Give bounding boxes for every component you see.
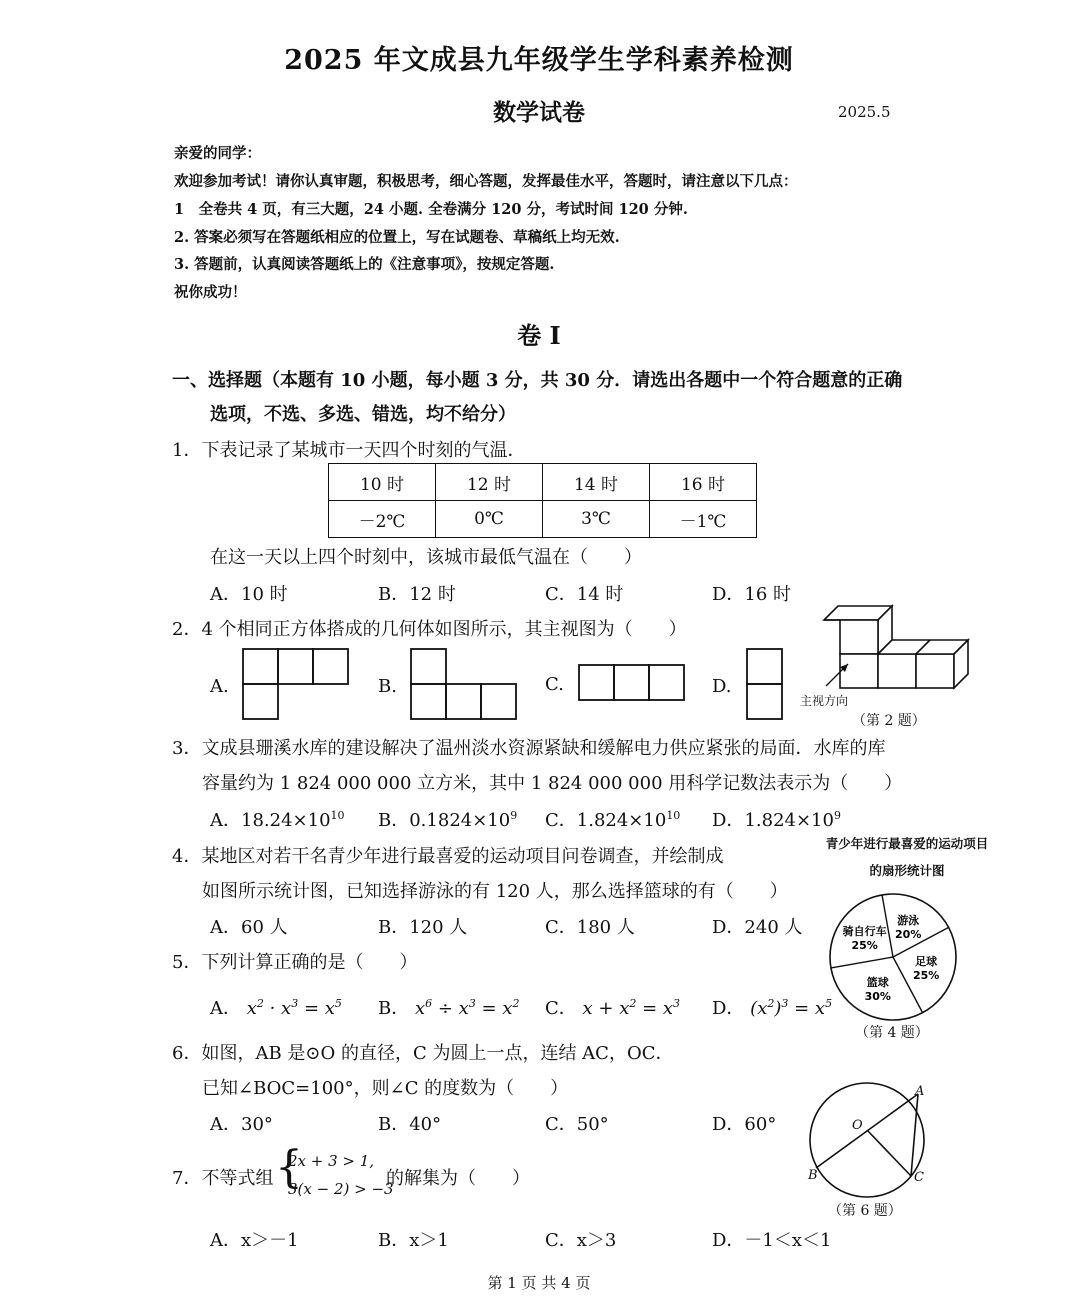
q2-option-b-figure bbox=[410, 648, 518, 720]
table-row bbox=[329, 501, 757, 538]
q5-option-c-label: C． bbox=[545, 998, 577, 1019]
q6-line1: 6．如图，AB 是⊙O 的直径，C 为圆上一点，连结 AC，OC． bbox=[172, 1043, 674, 1064]
table-cell: －1℃ bbox=[650, 501, 757, 538]
q3-line2: 容量约为 1 824 000 000 立方米，其中 1 824 000 000 用科学记数法表示为（ ） bbox=[202, 773, 903, 794]
q3-option-c bbox=[545, 806, 680, 832]
q3-option-c-exponent: 10 bbox=[666, 809, 681, 822]
q6-line2: 已知∠BOC=100°，则∠C 的度数为（ ） bbox=[202, 1078, 569, 1099]
q7-inequality-2: 3(x − 2) > −3 bbox=[288, 1180, 394, 1198]
section-title: 卷 I bbox=[517, 321, 561, 350]
q5-option-c-expr: $x + x^2 = x^3$ bbox=[582, 997, 681, 1019]
q5-option-a bbox=[210, 994, 342, 1020]
q6-point-a: A bbox=[915, 1084, 925, 1099]
pie-slice-label: 篮球 bbox=[866, 976, 889, 990]
q1-option-b: B．12 时 bbox=[378, 584, 456, 605]
q5-option-a-expr: $x^2 \cdot x^3 = x^5$ bbox=[246, 997, 342, 1019]
q7-option-b: B．x＞1 bbox=[378, 1230, 449, 1251]
q3-option-a-label: A． bbox=[210, 810, 241, 831]
q1-stem: 1．下表记录了某城市一天四个时刻的气温． bbox=[172, 440, 526, 461]
q6-option-a: A．30° bbox=[210, 1114, 273, 1135]
pie-chart-title-line2: 的扇形统计图 bbox=[869, 863, 945, 878]
q1-option-d: D．16 时 bbox=[712, 584, 792, 605]
pie-slice-percent: 20% bbox=[895, 927, 922, 941]
q6-point-c: C bbox=[914, 1170, 924, 1185]
q7-prefix: 7．不等式组 bbox=[172, 1168, 274, 1189]
q3-option-d-label: D． bbox=[712, 810, 745, 831]
q3-option-a bbox=[210, 806, 345, 832]
q4-line1: 4．某地区对若干名青少年进行最喜爱的运动项目问卷调查，并绘制成 bbox=[172, 846, 724, 867]
exam-date: 2025.5 bbox=[838, 103, 891, 121]
q5-option-b bbox=[378, 994, 520, 1020]
pie-slice-percent: 25% bbox=[851, 939, 878, 953]
q3-option-d-exponent: 9 bbox=[833, 809, 841, 822]
q6-option-c: C．50° bbox=[545, 1114, 609, 1135]
q2-stem: 2．4 个相同正方体搭成的几何体如图所示，其主视图为（ ） bbox=[172, 619, 687, 640]
note-closing: 祝你成功！ bbox=[174, 284, 247, 301]
q3-option-a-exponent: 10 bbox=[330, 809, 345, 822]
table-header-cell: 14 时 bbox=[543, 464, 650, 501]
q1-option-c: C．14 时 bbox=[545, 584, 624, 605]
q6-caption: （第 6 题） bbox=[828, 1203, 902, 1219]
exam-subtitle: 数学试卷 bbox=[493, 99, 585, 126]
exam-title: 2025 年文成县九年级学生学科素养检测 bbox=[284, 45, 794, 76]
q7-option-c: C．x＞3 bbox=[545, 1230, 617, 1251]
q4-option-d: D．240 人 bbox=[712, 917, 803, 938]
q4-line2: 如图所示统计图，已知选择游泳的有 120 人，那么选择篮球的有（ ） bbox=[202, 881, 788, 902]
note-item-3: 3. 答题前，认真阅读答题纸上的《注意事项》，按规定答题. bbox=[174, 256, 555, 273]
q7-brace: { bbox=[275, 1142, 303, 1193]
part1-heading-line1: 一、选择题（本题有 10 小题，每小题 3 分，共 30 分．请选出各题中一个符合题意的正确 bbox=[172, 370, 903, 391]
q3-option-b bbox=[378, 806, 517, 832]
q5-option-b-label: B． bbox=[378, 998, 410, 1019]
q7-inequality-1: 2x + 3 > 1, bbox=[288, 1152, 375, 1170]
q3-option-b-exponent: 9 bbox=[510, 809, 518, 822]
pie-slice-label: 骑自行车 bbox=[842, 925, 887, 939]
q2-label-a: A. bbox=[210, 676, 229, 697]
q1-question: 在这一天以上四个时刻中，该城市最低气温在（ ） bbox=[210, 547, 642, 568]
table-header-cell: 10 时 bbox=[329, 464, 436, 501]
q1-option-a: A．10 时 bbox=[210, 584, 288, 605]
q3-option-c-label: C． bbox=[545, 810, 577, 831]
table-cell: －2℃ bbox=[329, 501, 436, 538]
q7-option-a: A．x＞－1 bbox=[210, 1230, 299, 1251]
note-item-1: 1 全卷共 4 页，有三大题，24 小题. 全卷满分 120 分，考试时间 120 分钟. bbox=[174, 201, 688, 218]
page-footer: 第 1 页 共 4 页 bbox=[487, 1274, 591, 1292]
q5-stem: 5．下列计算正确的是（ ） bbox=[172, 952, 418, 973]
q7-suffix: 的解集为（ ） bbox=[386, 1168, 530, 1189]
part1-heading-line2: 选项，不选、多选、错选，均不给分） bbox=[210, 404, 516, 425]
pie-slice-percent: 25% bbox=[912, 969, 940, 983]
q4-option-a: A．60 人 bbox=[210, 917, 288, 938]
q4-option-b: B．120 人 bbox=[378, 917, 468, 938]
pie-slice-label: 足球 bbox=[915, 955, 938, 969]
q2-label-b: B. bbox=[378, 676, 397, 697]
q3-option-b-mantissa: 0.1824×10 bbox=[409, 810, 511, 831]
pie-slice-label: 游泳 bbox=[897, 913, 920, 927]
q2-option-c-figure bbox=[578, 664, 686, 702]
q4-caption: （第 4 题） bbox=[855, 1025, 929, 1041]
q3-option-b-label: B． bbox=[378, 810, 410, 831]
note-greeting: 亲爱的同学： bbox=[174, 145, 261, 162]
q3-option-d bbox=[712, 806, 841, 832]
q2-label-c: C. bbox=[545, 674, 564, 695]
table-header-cell: 12 时 bbox=[436, 464, 543, 501]
q6-option-d: D．60° bbox=[712, 1114, 777, 1135]
q3-option-d-mantissa: 1.824×10 bbox=[744, 810, 834, 831]
q2-direction-label: 主视方向 bbox=[800, 694, 849, 708]
pie-chart-title-line1: 青少年进行最喜爱的运动项目 bbox=[825, 836, 989, 851]
q2-option-d-figure bbox=[746, 648, 784, 720]
q6-point-o: O bbox=[852, 1118, 863, 1133]
table-cell: 0℃ bbox=[436, 501, 543, 538]
q7-option-d: D．－1＜x＜1 bbox=[712, 1230, 832, 1251]
pie-chart bbox=[828, 892, 958, 1022]
note-intro: 欢迎参加考试！请你认真审题，积极思考，细心答题，发挥最佳水平，答题时，请注意以下几点： bbox=[174, 173, 798, 190]
q5-option-a-label: A． bbox=[210, 998, 241, 1019]
pie-slice-percent: 30% bbox=[864, 990, 891, 1004]
table-row bbox=[329, 464, 757, 501]
table-header-cell: 16 时 bbox=[650, 464, 757, 501]
q2-label-d: D. bbox=[712, 676, 732, 697]
q3-option-a-mantissa: 18.24×10 bbox=[241, 810, 331, 831]
q2-option-a-figure bbox=[242, 648, 350, 720]
q4-option-c: C．180 人 bbox=[545, 917, 635, 938]
q6-option-b: B．40° bbox=[378, 1114, 442, 1135]
q5-option-d bbox=[712, 994, 832, 1020]
q5-option-b-expr: $x^6 \div x^3 = x^2$ bbox=[414, 997, 520, 1019]
q3-option-c-mantissa: 1.824×10 bbox=[576, 810, 667, 831]
temperature-table bbox=[328, 463, 757, 538]
q5-option-d-expr: $(x^2)^3 = x^5$ bbox=[750, 997, 833, 1019]
q3-line1: 3．文成县珊溪水库的建设解决了温州淡水资源紧缺和缓解电力供应紧张的局面．水库的库 bbox=[172, 738, 886, 759]
q2-caption: （第 2 题） bbox=[852, 713, 926, 729]
q5-option-c bbox=[545, 994, 680, 1020]
q6-point-b: B bbox=[808, 1168, 818, 1183]
note-item-2: 2. 答案必须写在答题纸相应的位置上，写在试题卷、草稿纸上均无效. bbox=[174, 229, 620, 246]
table-cell: 3℃ bbox=[543, 501, 650, 538]
q5-option-d-label: D． bbox=[712, 998, 745, 1019]
